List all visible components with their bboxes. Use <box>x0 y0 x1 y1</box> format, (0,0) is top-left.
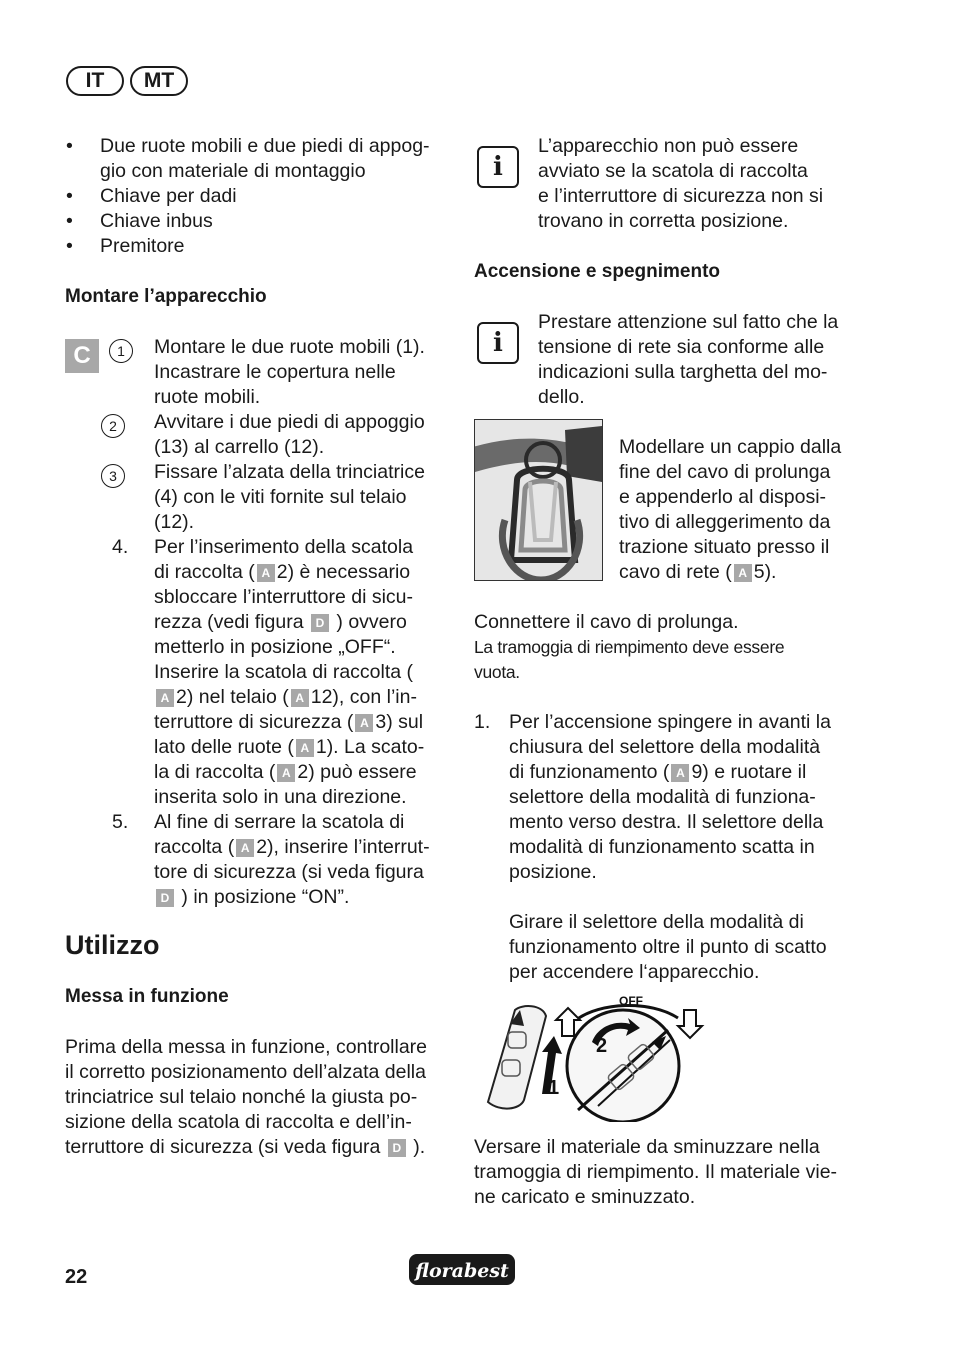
list-item: Due ruote mobili e due piedi di appog- gio con materiale di montaggio <box>100 135 430 182</box>
figure-ref-a: A <box>257 564 275 582</box>
dial-label-2: 2 <box>596 1035 608 1057</box>
bullet-marker: • <box>66 185 73 207</box>
figure-ref-a: A <box>296 739 314 757</box>
figure-ref-a: A <box>671 764 689 782</box>
section-heading-start: Messa in funzione <box>65 986 229 1007</box>
figure-ref-d: D <box>388 1139 406 1157</box>
figure-ref-a: A <box>291 689 309 707</box>
bullet-marker: • <box>66 210 73 232</box>
figure-ref-a: A <box>734 564 752 582</box>
info-note: Prestare attenzione sul fatto che la tensione di rete sia conforme alle indicazioni sulla targhetta del mo- dello. <box>538 311 839 408</box>
connect-text: Connettere il cavo di prolunga. <box>474 611 739 633</box>
figure-reference-c: C <box>65 339 99 373</box>
assembly-step: Al fine di serrare la scatola di raccolta ( A 2), inserire l’interrut- tore di sicurezza (si veda figura D ) in posizione “ON”. <box>154 811 430 908</box>
mode-selector-illustration <box>480 990 705 1122</box>
assembly-step: Per l’inserimento della scatola di raccolta ( A 2) è necessario sbloccare l’interruttore di sicu- rezza (vedi figura D ) ovvero metterlo in posizione „OFF“. Inserire la scatola di raccolta ( A 2) nel telaio ( A 12), con l’in- terruttore di sicurezza ( A 3) sul lato delle ruote ( A 1). La scato- la di raccolta ( A 2) può essere inserita solo in una direzione. <box>154 536 425 808</box>
loop-instructions: Modellare un cappio dalla fine del cavo di prolunga e appenderlo al disposi- tivo di alleggerimento da trazione situato presso il cavo di rete ( A 5). <box>619 436 842 583</box>
section-title-use: Utilizzo <box>65 930 160 960</box>
switch-on-step-continued: Girare il selettore della modalità di funzionamento oltre il punto di scatto per accendere l‘apparecchio. <box>509 911 827 983</box>
figure-ref-d: D <box>156 889 174 907</box>
dial-label-off: OFF <box>619 994 643 1008</box>
brand-logo: florabest <box>409 1254 515 1285</box>
list-item: Chiave per dadi <box>100 185 237 207</box>
figure-ref-a: A <box>236 839 254 857</box>
bullet-marker: • <box>66 235 73 257</box>
lang-tag-mt: MT <box>130 66 188 96</box>
step-number-circle: 2 <box>101 414 125 438</box>
figure-ref-a: A <box>156 689 174 707</box>
lang-tag-it: IT <box>66 66 124 96</box>
start-paragraph: Prima della messa in funzione, controllare il corretto posizionamento dell’alzata della trinciatrice sul telaio nonché la giusta po- sizione della scatola di raccolta e dell’in- terruttore di sicurezza (si veda figura D ). <box>65 1036 428 1158</box>
bullet-marker: • <box>66 135 73 157</box>
list-item: Chiave inbus <box>100 210 213 232</box>
step-number: 4. <box>112 536 129 558</box>
switch-on-step: Per l’accensione spingere in avanti la chiusura del selettore della modalità di funzionamento ( A 9) e ruotare il selettore della modalità di funziona- mento verso destra. Il selettore della modalità di funzionamento scatta in posizione. <box>509 711 831 883</box>
step-number-circle: 1 <box>109 339 133 363</box>
assembly-step: Avvitare i due piedi di appoggio (13) al carrello (12). <box>154 411 425 458</box>
figure-ref-a: A <box>277 764 295 782</box>
final-paragraph: Versare il materiale da sminuzzare nella tramoggia di riempimento. Il materiale vie- ne caricato e sminuzzato. <box>474 1136 838 1208</box>
info-icon: i <box>477 146 519 188</box>
info-icon: i <box>477 322 519 364</box>
info-note: L’apparecchio non può essere avviato se la scatola di raccolta e l’interruttore di sicurezza non si trovano in corretta posizione. <box>538 135 824 232</box>
figure-ref-d: D <box>311 614 329 632</box>
step-number-circle: 3 <box>101 464 125 488</box>
section-heading-assemble: Montare l’apparecchio <box>65 286 267 307</box>
step-number: 5. <box>112 811 129 833</box>
step-number: 1. <box>474 711 491 733</box>
hopper-note: La tramoggia di riempimento deve essere vuota. <box>474 637 785 682</box>
assembly-step: Fissare l’alzata della trinciatrice (4) con le viti fornite sul telaio (12). <box>154 461 425 533</box>
cable-loop-illustration <box>474 419 603 581</box>
section-heading-onoff: Accensione e spegnimento <box>474 261 721 282</box>
dial-label-1: 1 <box>548 1077 560 1099</box>
list-item: Premitore <box>100 235 185 257</box>
page-number: 22 <box>65 1266 88 1288</box>
assembly-step: Montare le due ruote mobili (1). Incastrare le copertura nelle ruote mobili. <box>154 336 425 408</box>
figure-ref-a: A <box>355 714 373 732</box>
